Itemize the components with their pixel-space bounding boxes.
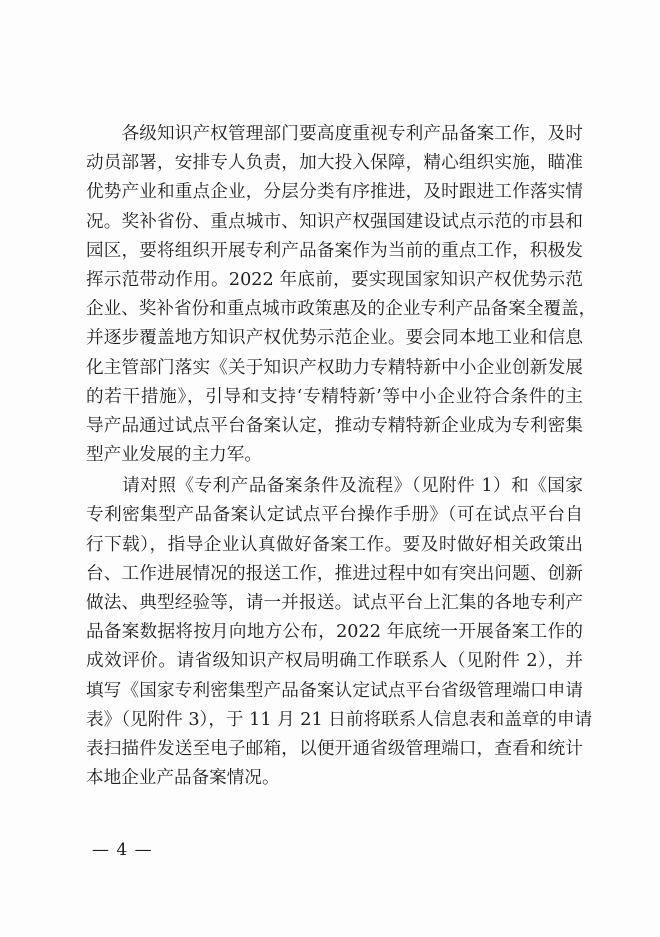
text-line: 各级知识产权管理部门要高度重视专利产品备案工作，及时 [86,124,583,144]
text-line: 的若干措施》，引导和支持‘专精特新’等中小企业符合条件的主 [86,386,583,407]
text-line: 导产品通过试点平台备案认定，推动专精特新企业成为专利密集 [86,415,583,436]
text-line: 优势产业和重点企业，分层分类有序推进，及时跟进工作落实情 [86,182,583,203]
page-number: — 4 — [92,840,153,860]
text-line: 表扫描件发送至电子邮箱，以便开通省级管理端口，查看和统计 [86,738,583,759]
text-line: 况。奖补省份、重点城市、知识产权强国建设试点示范的市县和 [86,211,583,232]
paragraph-1 [86,120,597,470]
text-line: 成效评价。请省级知识产权局明确工作联系人（见附件 2），并 [86,651,583,672]
text-line: 表》（见附件 3），于 11 月 21 日前将联系人信息表和盖章的申请 [86,709,593,730]
text-line: 行下载），指导企业认真做好备案工作。要及时做好相关政策出 [86,534,583,555]
paragraph-2 [86,472,593,793]
text-line: 并逐步覆盖地方知识产权优势示范企业。要会同本地工业和信息 [86,328,583,349]
text-line: 本地企业产品备案情况。 [86,768,280,789]
text-line: 请对照《专利产品备案条件及流程》（见附件 1）和《国家 [86,476,583,497]
text-line: 企业、奖补省份和重点城市政策惠及的企业专利产品备案全覆盖， [86,299,597,320]
text-line: 品备案数据将按月向地方公布，2022 年底统一开展备案工作的 [86,622,583,643]
text-line: 挥示范带动作用。2022 年底前，要实现国家知识产权优势示范 [86,269,583,290]
document-body [86,120,597,793]
text-line: 型产业发展的主力军。 [86,445,262,466]
text-line: 动员部署，安排专人负责，加大投入保障，精心组织实施，瞄准 [86,153,583,174]
text-line: 台、工作进展情况的报送工作，推进过程中如有突出问题、创新 [86,563,583,584]
text-line: 填写《国家专利密集型产品备案认定试点平台省级管理端口申请 [86,680,583,701]
text-line: 园区，要将组织开展专利产品备案作为当前的重点工作，积极发 [86,240,583,261]
text-line: 做法、典型经验等，请一并报送。试点平台上汇集的各地专利产 [86,593,583,613]
text-line: 化主管部门落实《关于知识产权助力专精特新中小企业创新发展 [86,357,583,378]
text-line: 专利密集型产品备案认定试点平台操作手册》（可在试点平台自 [86,505,583,526]
